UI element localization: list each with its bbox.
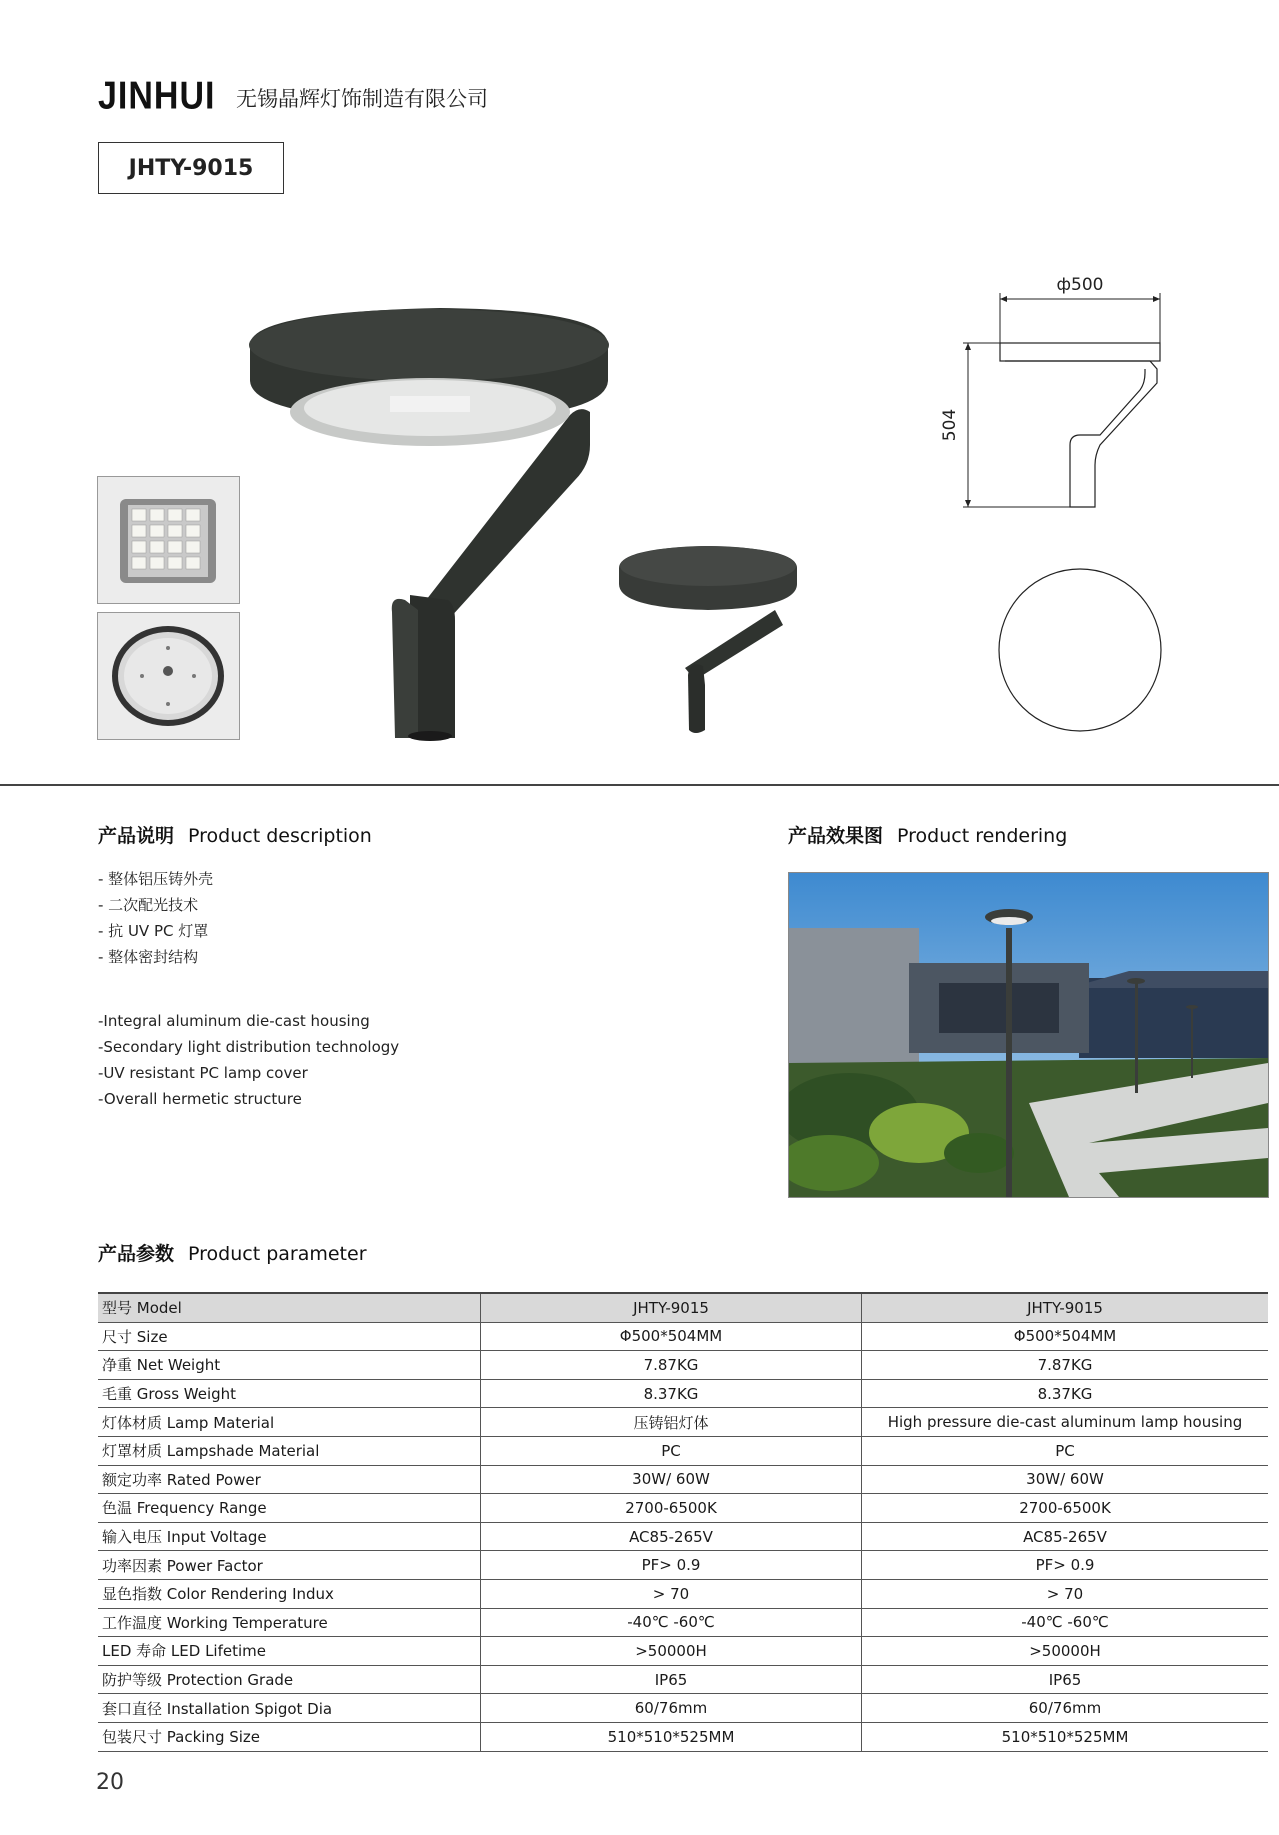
parameter-value: 60/76mm <box>481 1694 862 1723</box>
list-item: -Secondary light distribution technology <box>98 1038 400 1056</box>
list-item: - 整体密封结构 <box>98 948 199 966</box>
diameter-label: ф500 <box>1056 275 1104 295</box>
parameter-label: 色温 Frequency Range <box>98 1494 481 1523</box>
parameter-value: >50000H <box>481 1637 862 1666</box>
parameter-value: -40℃ -60℃ <box>862 1608 1269 1637</box>
parameter-label: LED 寿命 LED Lifetime <box>98 1637 481 1666</box>
table-row <box>98 1351 1268 1380</box>
parameter-value: PF> 0.9 <box>862 1551 1269 1580</box>
parameter-label: 功率因素 Power Factor <box>98 1551 481 1580</box>
table-row <box>98 1722 1268 1751</box>
parameter-title-en: Product parameter <box>188 1243 367 1265</box>
parameter-value: PF> 0.9 <box>481 1551 862 1580</box>
parameter-label: 尺寸 Size <box>98 1322 481 1351</box>
parameter-value: 压铸铝灯体 <box>481 1408 862 1437</box>
list-item: - 抗 UV PC 灯罩 <box>98 922 209 940</box>
parameter-value: 60/76mm <box>862 1694 1269 1723</box>
list-item: -Overall hermetic structure <box>98 1090 302 1108</box>
parameter-value: 8.37KG <box>862 1379 1269 1408</box>
table-row <box>98 1637 1268 1666</box>
dimension-drawing <box>935 265 1185 515</box>
rendering-title-en: Product rendering <box>897 825 1068 847</box>
description-title-en: Product description <box>188 825 372 847</box>
parameter-value: JHTY-9015 <box>862 1293 1269 1322</box>
parameter-value: 30W/ 60W <box>862 1465 1269 1494</box>
description-list-cn <box>98 866 213 970</box>
parameter-value: JHTY-9015 <box>481 1293 862 1322</box>
list-item: -Integral aluminum die-cast housing <box>98 1012 370 1030</box>
table-row <box>98 1608 1268 1637</box>
table-row <box>98 1522 1268 1551</box>
table-row <box>98 1293 1268 1322</box>
parameter-label: 显色指数 Color Rendering Indux <box>98 1579 481 1608</box>
parameter-value: AC85-265V <box>481 1522 862 1551</box>
parameter-value: > 70 <box>481 1579 862 1608</box>
parameter-value: 510*510*525MM <box>862 1722 1269 1751</box>
table-row <box>98 1465 1268 1494</box>
parameter-value: PC <box>862 1436 1269 1465</box>
parameter-value: 8.37KG <box>481 1379 862 1408</box>
parameter-label: 输入电压 Input Voltage <box>98 1522 481 1551</box>
table-row <box>98 1408 1268 1437</box>
parameter-title <box>98 1239 367 1266</box>
top-view-circle <box>995 565 1165 735</box>
parameter-value: 2700-6500K <box>862 1494 1269 1523</box>
parameter-value: 2700-6500K <box>481 1494 862 1523</box>
parameter-value: 30W/ 60W <box>481 1465 862 1494</box>
description-title-cn: 产品说明 <box>98 825 175 847</box>
parameter-value: High pressure die-cast aluminum lamp housing <box>862 1408 1269 1437</box>
lamp-angle-view-image <box>615 540 815 740</box>
description-list-en <box>98 1008 399 1112</box>
parameter-table <box>98 1292 1268 1752</box>
parameter-label: 净重 Net Weight <box>98 1351 481 1380</box>
description-title <box>98 821 372 848</box>
parameter-label: 防护等级 Protection Grade <box>98 1665 481 1694</box>
parameter-value: 510*510*525MM <box>481 1722 862 1751</box>
parameter-label: 型号 Model <box>98 1293 481 1322</box>
rendering-title <box>788 821 1067 848</box>
parameter-label: 包装尺寸 Packing Size <box>98 1722 481 1751</box>
page-number: 20 <box>96 1770 124 1795</box>
rendering-title-cn: 产品效果图 <box>788 825 884 847</box>
section-divider <box>0 784 1279 786</box>
parameter-label: 工作温度 Working Temperature <box>98 1608 481 1637</box>
parameter-value: 7.87KG <box>481 1351 862 1380</box>
table-row <box>98 1494 1268 1523</box>
parameter-value: 7.87KG <box>862 1351 1269 1380</box>
list-item: - 二次配光技术 <box>98 896 199 914</box>
parameter-label: 灯体材质 Lamp Material <box>98 1408 481 1437</box>
height-label: 504 <box>940 408 960 442</box>
company-name: 无锡晶辉灯饰制造有限公司 <box>236 87 488 111</box>
parameter-value: AC85-265V <box>862 1522 1269 1551</box>
product-rendering-image <box>788 872 1269 1198</box>
parameter-value: IP65 <box>481 1665 862 1694</box>
table-row <box>98 1322 1268 1351</box>
model-label: JHTY-9015 <box>98 142 284 194</box>
parameter-value: Φ500*504MM <box>481 1322 862 1351</box>
parameter-label: 套口直径 Installation Spigot Dia <box>98 1694 481 1723</box>
table-row <box>98 1579 1268 1608</box>
parameter-label: 灯罩材质 Lampshade Material <box>98 1436 481 1465</box>
table-row <box>98 1379 1268 1408</box>
parameter-value: >50000H <box>862 1637 1269 1666</box>
parameter-value: Φ500*504MM <box>862 1322 1269 1351</box>
list-item: -UV resistant PC lamp cover <box>98 1064 308 1082</box>
parameter-label: 额定功率 Rated Power <box>98 1465 481 1494</box>
table-row <box>98 1551 1268 1580</box>
table-row <box>98 1665 1268 1694</box>
table-row <box>98 1436 1268 1465</box>
parameter-label: 毛重 Gross Weight <box>98 1379 481 1408</box>
table-row <box>98 1694 1268 1723</box>
lamp-product-image <box>240 300 620 750</box>
led-module-thumbnail <box>97 476 240 604</box>
parameter-title-cn: 产品参数 <box>98 1243 175 1265</box>
parameter-value: > 70 <box>862 1579 1269 1608</box>
brand-logo: JINHUI <box>98 74 216 118</box>
parameter-value: IP65 <box>862 1665 1269 1694</box>
parameter-value: -40℃ -60℃ <box>481 1608 862 1637</box>
list-item: - 整体铝压铸外壳 <box>98 870 214 888</box>
parameter-value: PC <box>481 1436 862 1465</box>
driver-plate-thumbnail <box>97 612 240 740</box>
